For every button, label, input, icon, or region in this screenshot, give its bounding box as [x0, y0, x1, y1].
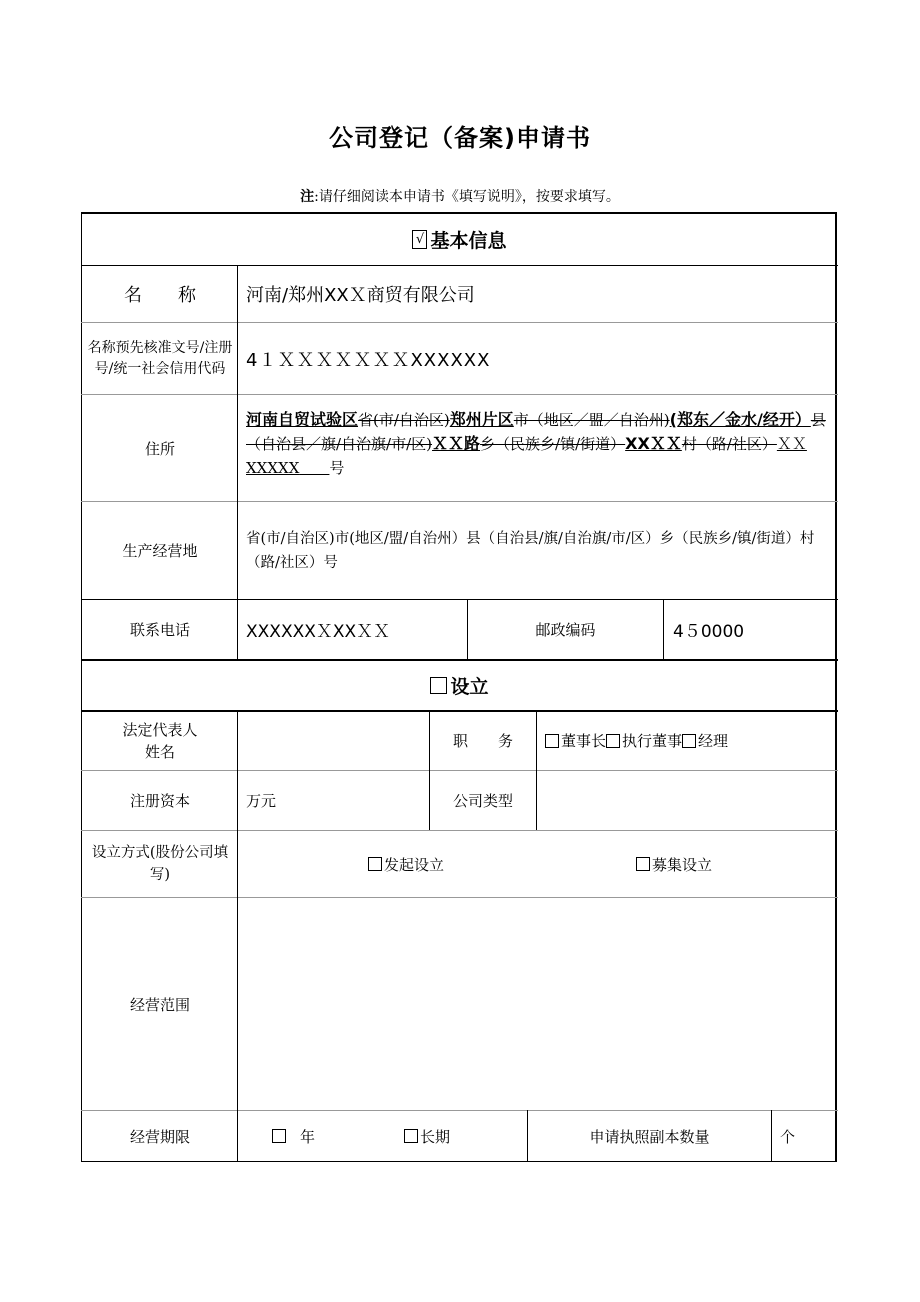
term-years-checkbox[interactable]: [272, 1129, 286, 1143]
term-long-checkbox[interactable]: [404, 1129, 418, 1143]
method-option-subscription[interactable]: [636, 831, 786, 897]
address-town-hint: 乡（民族乡/镇/街道）: [480, 435, 626, 453]
address-label: 住所: [144, 439, 175, 458]
company-type-value[interactable]: [545, 771, 835, 830]
production-label: 生产经营地: [122, 542, 198, 560]
chairman-checkbox[interactable]: [545, 734, 559, 748]
postal-label: 邮政编码: [535, 621, 596, 639]
manager-checkbox[interactable]: [682, 734, 696, 748]
section-establish: [83, 661, 836, 710]
establish-checkbox[interactable]: [430, 677, 447, 694]
capital-value[interactable]: 万元: [246, 792, 277, 810]
postal-value[interactable]: 4５0000: [673, 622, 745, 642]
name-label: 名 称: [124, 285, 196, 306]
exec-director-checkbox[interactable]: [606, 734, 620, 748]
manager-option[interactable]: 经理: [698, 732, 729, 750]
legal-rep-value[interactable]: [238, 711, 429, 770]
exec-director-option[interactable]: 执行董事: [622, 732, 683, 750]
col-divider: [663, 599, 664, 659]
scope-label: 经营范围: [129, 995, 190, 1014]
code-label: 名称预先核准文号/注册号/统一社会信用代码: [87, 339, 233, 377]
subscription-checkbox[interactable]: [636, 857, 650, 871]
phone-value[interactable]: XXXXXXＸXXＸＸ: [246, 622, 391, 642]
section-establish-title: 设立: [450, 676, 489, 698]
address-value[interactable]: [246, 395, 834, 501]
promotion-label: 发起设立: [384, 855, 445, 874]
copies-label: 申请执照副本数量: [589, 1127, 710, 1146]
address-block: XXＸＸ: [625, 434, 682, 453]
legal-rep-label: [83, 711, 237, 770]
position-options: [545, 711, 835, 770]
company-type-label: 公司类型: [452, 792, 513, 810]
address-road: ＸＸ路: [432, 434, 481, 453]
method-label: 设立方式(股份公司填写): [91, 845, 229, 883]
production-value[interactable]: 省(市/自治区)市(地区/盟/自治州）县（自治县/旗/自治旗/市/区）乡（民族乡/镇/街道）村（路/社区）号: [246, 530, 815, 571]
basic-info-checkbox[interactable]: √: [412, 230, 427, 249]
phone-label: 联系电话: [129, 621, 190, 639]
term-long-option[interactable]: [404, 1111, 504, 1161]
address-area: 郑州片区: [449, 410, 514, 429]
company-name-value[interactable]: 河南/郑州XXＸ商贸有限公司: [246, 285, 475, 306]
chairman-option[interactable]: 董事长: [561, 732, 607, 750]
col-divider: [536, 710, 537, 830]
col-divider: [237, 710, 238, 1161]
col-divider: [771, 1110, 772, 1161]
term-long-label: 长期: [420, 1127, 451, 1146]
address-province-hint: 省(市/自治区): [358, 411, 450, 429]
subscription-label: 募集设立: [652, 855, 713, 874]
term-years-option[interactable]: [272, 1111, 352, 1161]
address-number-hint: 号: [329, 459, 345, 477]
note-prefix: 注: [300, 189, 315, 205]
copies-unit[interactable]: 个: [780, 1127, 796, 1146]
fill-note: [0, 186, 920, 206]
term-years-unit: 年: [300, 1127, 316, 1146]
section-basic-info: [83, 214, 836, 265]
position-label: 职 务: [452, 732, 513, 750]
address-city-hint: 市（地区／盟／自治州): [513, 411, 670, 429]
capital-label: 注册资本: [129, 792, 190, 810]
address-number-value: ＸＸXXXXX: [246, 435, 807, 477]
address-county-hint: 县（自治县／旗/自治旗/市/区): [246, 411, 826, 453]
legal-rep-label-line1: 法定代表人: [122, 720, 198, 739]
section-basic-info-title: 基本信息: [430, 230, 507, 252]
page-title: 公司登记（备案)申请书: [329, 124, 591, 152]
legal-rep-label-line2: 姓名: [144, 742, 175, 761]
scope-value[interactable]: [246, 898, 834, 1110]
promotion-checkbox[interactable]: [368, 857, 382, 871]
code-value[interactable]: 4１ＸＸＸＸＸＸＸXXXXXX: [246, 349, 491, 371]
term-label: 经营期限: [129, 1127, 190, 1146]
col-divider: [237, 265, 238, 659]
address-district: (郑东／金水/经开）: [669, 410, 811, 429]
address-zone: 河南自贸试验区: [246, 410, 359, 429]
method-option-promotion[interactable]: [368, 831, 508, 897]
note-text: :请仔细阅读本申请书《填写说明》，按要求填写。: [314, 189, 620, 205]
address-village-hint: 村（路/社区）: [681, 435, 777, 453]
